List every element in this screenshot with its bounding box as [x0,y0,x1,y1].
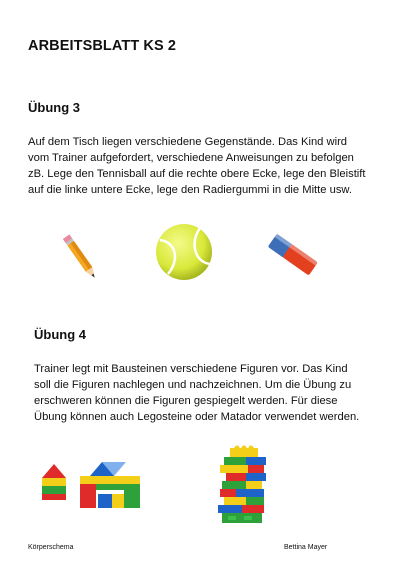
exercise-4-heading: Übung 4 [34,327,86,342]
wooden-blocks-illustration [38,458,148,514]
exercise-4-text: Trainer legt mit Bausteinen verschiedene Figuren vor. Das Kind soll die Figuren nachlegen und nachzeichnen. Um die Übung zu erschweren können die Figuren gespiegelt werden. Für diese Übung können auch Legosteine oder Matador verwendet werden. [34,363,360,423]
footer-left-text: Körperschema [28,544,74,551]
eraser-illustration [262,226,322,282]
exercise-3-heading: Übung 3 [28,100,80,115]
footer-right-text: Bettina Mayer [284,544,328,551]
exercise-3-text: Auf dem Tisch liegen verschiedene Gegenstände. Das Kind wird vom Trainer aufgefordert, verschiedene Anweisungen zu befolgen zB. Lege den Tennisball auf die rechte obere Ecke, lege den Bleistift auf die linke untere Ecke, lege den Radiergummi in die Mitte usw. [28,136,366,196]
tennis-ball-illustration [154,222,214,282]
lego-tower-illustration [210,444,274,530]
worksheet-title: ARBEITSBLATT KS 2 [28,38,177,54]
pencil-illustration [60,230,102,286]
